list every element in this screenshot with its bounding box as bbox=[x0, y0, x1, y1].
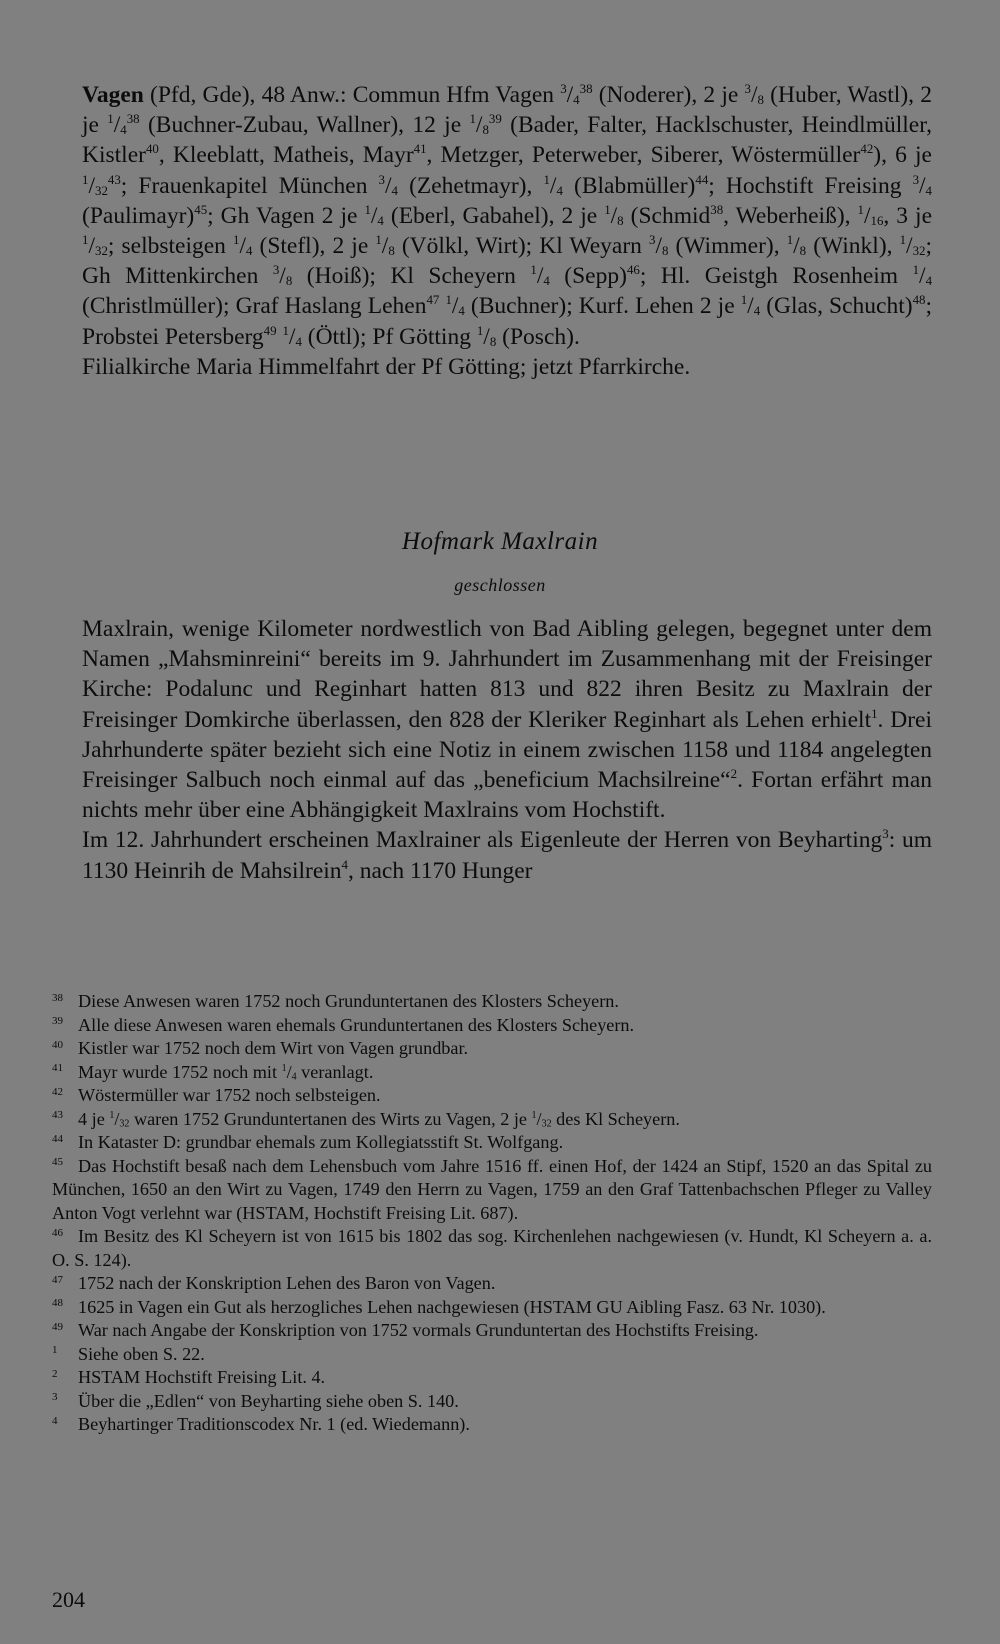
footnote: 39 Alle diese Anwesen waren ehemals Grunduntertanen des Klosters Scheyern. bbox=[52, 1014, 635, 1035]
footnote-text: Das Hochstift besaß nach dem Lehensbuch vom Jahre 1516 ff. einen Hof, der 1424 an Stipf, 1520 an das Spital zu München, 1650 an den Wirt zu Vagen, 1749 den Herrn zu Vagen, 1759 an den Graf Tattenbachschen Pfleger zu Valley Anton Vogt verlehnt war (HSTAM, Hochstift Freising Lit. 687). bbox=[52, 1155, 932, 1223]
footnote-text: War nach Angabe der Konskription von 1752 vormals Grunduntertan des Hochstifts Freising. bbox=[78, 1320, 759, 1340]
footnote: 42 Wöstermüller war 1752 noch selbsteigen. bbox=[52, 1085, 381, 1105]
footnote-text: Alle diese Anwesen waren ehemals Grunduntertanen des Klosters Scheyern. bbox=[78, 1014, 635, 1035]
footnote: 38 Diese Anwesen waren 1752 noch Grunduntertanen des Klosters Scheyern. bbox=[52, 991, 619, 1011]
body-text bbox=[82, 614, 932, 886]
entry-paragraph bbox=[82, 80, 932, 352]
footnote-text: HSTAM Hochstift Freising Lit. 4. bbox=[78, 1367, 326, 1387]
footnote-text: Diese Anwesen waren 1752 noch Grunduntertanen des Klosters Scheyern. bbox=[78, 991, 619, 1011]
footnote: 49 War nach Angabe der Konskription von 1752 vormals Grunduntertan des Hochstifts Freising. bbox=[52, 1320, 759, 1340]
footnote-text: Siehe oben S. 22. bbox=[78, 1343, 205, 1364]
footnote-text: Im Besitz des Kl Scheyern ist von 1615 bis 1802 das sog. Kirchenlehen nachgewiesen (v. Hundt, Kl Scheyern a. a. O. S. 124). bbox=[52, 1226, 932, 1270]
footnotes bbox=[52, 990, 932, 1437]
footnote: 44 In Kataster D: grundbar ehemals zum Kollegiatsstift St. Wolfgang. bbox=[52, 1132, 564, 1152]
footnote-text: Kistler war 1752 noch dem Wirt von Vagen grundbar. bbox=[78, 1038, 469, 1058]
place-name: Vagen bbox=[82, 82, 144, 108]
footnote: 4 Beyhartinger Traditionscodex Nr. 1 (ed. Wiedemann). bbox=[52, 1414, 470, 1434]
footnote-text: 1752 nach der Konskription Lehen des Baron von Vagen. bbox=[78, 1273, 496, 1293]
church-note: Filialkirche Maria Himmelfahrt der Pf Götting; jetzt Pfarrkirche. bbox=[82, 353, 691, 380]
footnote: 2 HSTAM Hochstift Freising Lit. 4. bbox=[52, 1367, 326, 1387]
footnote: 41 Mayr wurde 1752 noch mit $^1/_4$ veranlagt. bbox=[52, 1061, 374, 1082]
footnote: 46 Im Besitz des Kl Scheyern ist von 1615 bis 1802 das sog. Kirchenlehen nachgewiesen (v. Hundt, Kl Scheyern a. a. O. S. 124). bbox=[52, 1226, 932, 1270]
section-title: Hofmark Maxlrain bbox=[401, 528, 599, 555]
footnote: 47 1752 nach der Konskription Lehen des Baron von Vagen. bbox=[52, 1273, 496, 1293]
footnote-text: Beyhartinger Traditionscodex Nr. 1 (ed. Wiedemann). bbox=[78, 1414, 470, 1434]
page-number: 204 bbox=[52, 1587, 85, 1612]
footnote-text: 4 je $^1/_{32}$ waren 1752 Grunduntertanen des Wirts zu Vagen, 2 je $^1/_{32}$ des Kl Scheyern. bbox=[78, 1108, 680, 1129]
footnote-text: In Kataster D: grundbar ehemals zum Kollegiatsstift St. Wolfgang. bbox=[78, 1132, 564, 1152]
footnote: 3 Über die „Edlen“ von Beyharting siehe oben S. 140. bbox=[52, 1390, 459, 1411]
footnote: 45 Das Hochstift besaß nach dem Lehensbuch vom Jahre 1516 ff. einen Hof, der 1424 an Stipf, 1520 an das Spital zu München, 1650 an den Wirt zu Vagen, 1749 den Herrn zu Vagen, 1759 an den Graf Tattenbachschen Pfleger zu Valley Anton Vogt verlehnt war (HSTAM, Hochstift Freising Lit. 687). bbox=[52, 1155, 932, 1223]
body-paragraph-1: Maxlrain, wenige Kilometer nordwestlich von Bad Aibling gelegen, begegnet unter dem Namen „Mahsminreini“ bereits im 9. Jahrhundert im Zusammenhang mit der Freisinger Kirche: Podalunc und Reginhart hatten 813 und 822 ihren Besitz zu Maxlrain der Freisinger Domkirche überlassen, den 828 der Kleriker Reginhart als Lehen erhielt$^1$. Drei Jahrhunderte später bezieht sich eine Notiz in einem zwischen 1158 und 1184 angelegten Freisinger Salbuch noch einmal auf das „beneficium Machsilreine“$^2$. Fortan erfährt man nichts mehr über eine Abhängigkeit Maxlrains vom Hochstift. bbox=[82, 616, 932, 824]
footnote-text: 1625 in Vagen ein Gut als herzogliches Lehen nachgewiesen (HSTAM GU Aibling Fasz. 63 Nr. 1030). bbox=[78, 1296, 826, 1317]
footnote-list-entry bbox=[52, 990, 932, 1343]
footnote-list-body bbox=[52, 1343, 932, 1437]
footnote: 1 Siehe oben S. 22. bbox=[52, 1343, 205, 1364]
footnote-text: Über die „Edlen“ von Beyharting siehe oben S. 140. bbox=[78, 1390, 459, 1411]
entry-text: (Pfd, Gde), 48 Anw.: Commun Hfm Vagen $^3/_4^{38}$ (Noderer), 2 je $^3/_8$ (Huber, Wastl), 2 je $^1/_4^{38}$ (Buchner-Zubau, Wallner), 12 je $^1/_8^{39}$ (Bader, Falter, Hacklschuster, Heindlmüller, Kistler$^{40}$, Kleeblatt, Matheis, Mayr$^{41}$, Metzger, Peterweber, Siberer, Wöstermüller$^{42}$), 6 je $^1/_{32}^{43}$; Frauenkapitel München $^3/_4$ (Zehetmayr), $^1/_4$ (Blabmüller)$^{44}$; Hochstift Freising $^3/_4$ (Paulimayr)$^{45}$; Gh Vagen 2 je $^1/_4$ (Eberl, Gabahel), 2 je $^1/_8$ (Schmid$^{38}$, Weberheiß), $^1/_{16}$, 3 je $^1/_{32}$; selbsteigen $^1/_4$ (Stefl), 2 je $^1/_8$ (Völkl, Wirt); Kl Weyarn $^3/_8$ (Wimmer), $^1/_8$ (Winkl), $^1/_{32}$; Gh Mittenkirchen $^3/_8$ (Hoiß); Kl Scheyern $^1/_4$ (Sepp)$^{46}$; Hl. Geistgh Rosenheim $^1/_4$ (Christlmüller); Graf Haslang Lehen$^{47}$ $^1/_4$ (Buchner); Kurf. Lehen 2 je $^1/_4$ (Glas, Schucht)$^{48}$; Probstei Petersberg$^{49}$ $^1/_4$ (Öttl); Pf Götting $^1/_8$ (Posch). bbox=[82, 80, 933, 350]
footnote-text: Mayr wurde 1752 noch mit $^1/_4$ veranlagt. bbox=[78, 1061, 374, 1082]
footnote: 43 4 je $^1/_{32}$ waren 1752 Grunduntertanen des Wirts zu Vagen, 2 je $^1/_{32}$ des Kl Scheyern. bbox=[52, 1108, 680, 1129]
footnote: 40 Kistler war 1752 noch dem Wirt von Vagen grundbar. bbox=[52, 1038, 469, 1058]
place-entry bbox=[82, 80, 932, 382]
section-subtitle: geschlossen bbox=[454, 575, 546, 595]
footnote: 48 1625 in Vagen ein Gut als herzogliches Lehen nachgewiesen (HSTAM GU Aibling Fasz. 63 Nr. 1030). bbox=[52, 1296, 826, 1317]
body-paragraph-2: Im 12. Jahrhundert erscheinen Maxlrainer als Eigenleute der Herren von Beyharting$^3$: um 1130 Heinrih de Mahsilrein$^4$, nach 1170 Hunger bbox=[82, 826, 933, 884]
footnote-text: Wöstermüller war 1752 noch selbsteigen. bbox=[78, 1085, 381, 1105]
